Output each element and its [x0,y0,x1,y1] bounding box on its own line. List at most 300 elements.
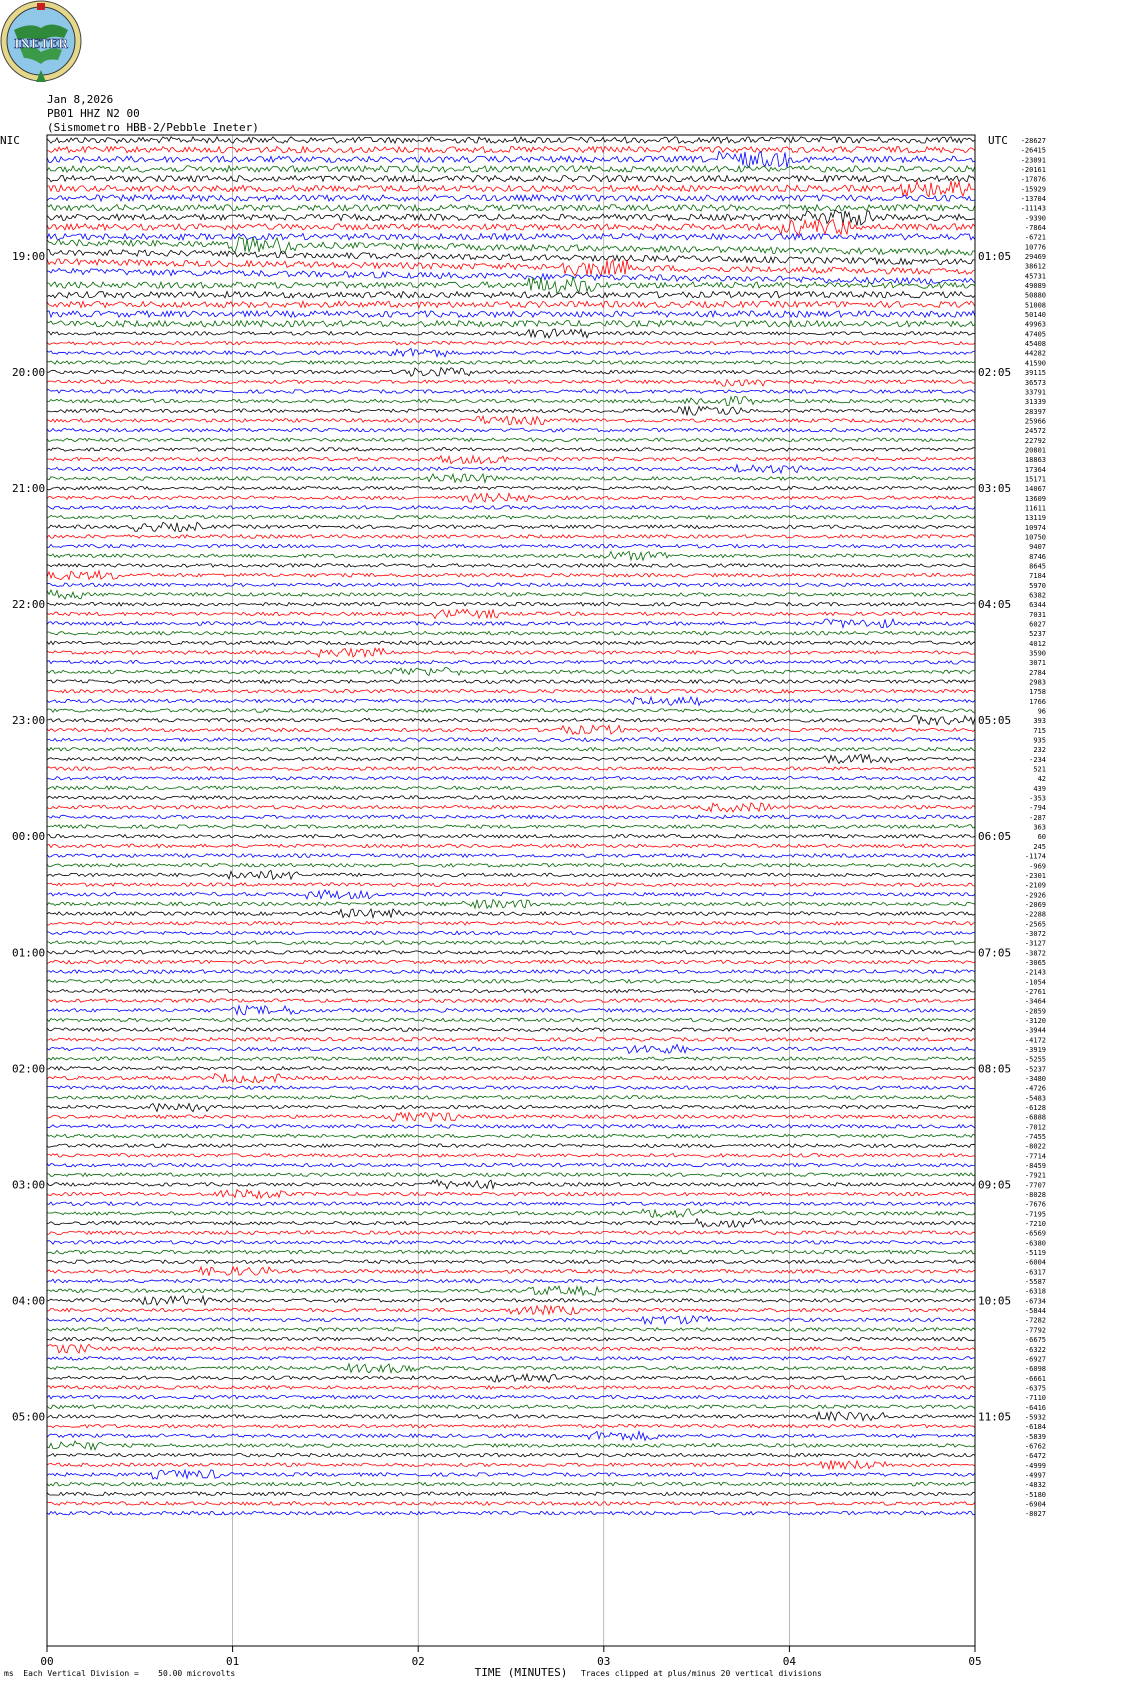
trace-line [47,1125,975,1129]
trace-line [47,1190,975,1199]
trace-line [47,551,975,560]
trace-offset-label: -7282 [1024,1316,1046,1325]
trace-offset-label: -3872 [1024,949,1046,958]
trace-line [47,448,975,452]
trace-line [47,535,975,539]
trace-offset-label: 50880 [1024,291,1046,300]
trace-line [47,870,975,879]
trace-line [47,1337,975,1341]
trace-line [47,1057,975,1061]
trace-line [47,1231,975,1235]
right-hour-label: 07:05 [978,946,1012,960]
trace-offset-label: -6004 [1024,1258,1046,1267]
trace-line [47,1441,975,1450]
left-hour-label: 04:00 [12,1294,46,1308]
trace-offset-label: -6675 [1024,1336,1046,1345]
trace-offset-label: 17364 [1024,465,1046,474]
trace-offset-label: 41590 [1024,359,1046,368]
trace-offset-label: 232 [1033,746,1046,755]
trace-line [47,205,975,211]
trace-offset-label: -17876 [1020,175,1046,184]
trace-line [47,941,975,945]
trace-offset-label: -6318 [1024,1287,1046,1296]
trace-offset-label: -969 [1029,862,1046,871]
trace-line [47,321,975,327]
trace-line [47,883,975,887]
trace-line [47,980,975,984]
trace-offset-label: 33791 [1024,388,1046,397]
trace-line [47,815,975,819]
left-hour-label: 23:00 [12,714,46,728]
trace-line [47,747,975,751]
trace-line [47,311,975,317]
trace-line [47,803,975,812]
trace-line [47,1296,975,1305]
right-hour-label: 01:05 [978,250,1012,264]
trace-line [47,397,975,406]
trace-line [47,1241,975,1245]
trace-offset-label: 60 [1037,833,1046,842]
trace-offset-label: 363 [1033,823,1046,832]
trace-line [47,631,975,635]
trace-line [47,931,975,935]
trace-line [47,754,975,763]
trace-offset-label: -28627 [1020,137,1046,145]
trace-offset-label: 49089 [1024,282,1046,291]
trace-line [47,522,975,531]
trace-line [47,999,975,1003]
trace-line [47,1250,975,1254]
trace-line [47,544,975,548]
trace-offset-label: -2069 [1024,900,1046,909]
trace-line [47,641,975,645]
trace-offset-label: -1174 [1024,852,1046,861]
trace-offset-label: -3065 [1024,958,1046,967]
trace-line [47,571,975,580]
right-hour-label: 09:05 [978,1178,1012,1192]
trace-line [47,825,975,829]
trace-offset-label: 935 [1033,736,1046,745]
trace-offset-label: -5844 [1024,1307,1046,1316]
trace-line [47,1006,975,1015]
trace-offset-label: 10974 [1024,523,1046,532]
trace-offset-label: -7012 [1024,1123,1046,1132]
trace-line [47,361,975,365]
trace-line [47,1103,975,1111]
trace-line [47,259,975,276]
x-axis-label: TIME (MINUTES) [474,1666,568,1679]
trace-line [47,1074,975,1083]
trace-offset-label: 393 [1033,717,1046,726]
trace-offset-label: -5839 [1024,1432,1046,1441]
trace-line [47,776,975,780]
trace-line [47,1260,975,1264]
trace-line [47,438,975,442]
trace-line [47,668,975,676]
trace-line [47,237,975,255]
x-tick-label: 02 [411,1655,425,1668]
trace-line [47,609,975,618]
trace-line [47,890,975,899]
trace-offset-label: -6904 [1024,1500,1046,1509]
trace-offset-label: -6375 [1024,1384,1046,1393]
left-hour-label: 02:00 [12,1062,46,1076]
trace-offset-label: -7110 [1024,1394,1046,1403]
trace-line [47,166,975,172]
trace-offset-label: 39115 [1024,369,1046,378]
trace-line [47,619,975,628]
trace-line [47,602,975,606]
trace-offset-label: -6721 [1024,233,1046,242]
trace-line [47,380,975,387]
trace-line [47,486,975,490]
trace-line [47,515,975,519]
trace-line [47,277,975,294]
trace-offset-label: -11143 [1020,204,1046,213]
trace-offset-label: -7707 [1024,1181,1046,1190]
trace-line [47,922,975,926]
trace-line [47,292,975,298]
trace-offset-label: -5932 [1024,1413,1046,1422]
trace-offset-label: 45408 [1024,340,1046,349]
trace-line [47,1209,975,1217]
trace-line [47,341,975,345]
trace-line [47,348,975,357]
trace-line [47,1163,975,1167]
trace-offset-label: -6380 [1024,1239,1046,1248]
trace-offset-label: 7184 [1029,572,1046,581]
trace-line [47,1316,975,1324]
trace-offset-label: 31339 [1024,398,1046,407]
x-tick-label: 04 [782,1655,797,1668]
trace-line [47,590,975,599]
trace-line [47,583,975,587]
trace-line [47,1357,975,1361]
trace-line [47,1018,975,1022]
trace-offset-label: -4726 [1024,1084,1046,1093]
trace-line [47,844,975,848]
trace-line [47,864,975,868]
trace-line [47,1096,975,1100]
trace-offset-label: -6888 [1024,1113,1046,1122]
trace-line [47,709,975,713]
trace-offset-label: 18863 [1024,456,1046,465]
trace-offset-label: 13119 [1024,514,1046,523]
trace-offset-label: -5180 [1024,1490,1046,1499]
trace-line [47,1482,975,1486]
trace-offset-label: -5255 [1024,1055,1046,1064]
trace-line [47,210,975,225]
trace-offset-label: 11611 [1024,504,1046,513]
trace-offset-label: 51008 [1024,301,1046,310]
trace-offset-label: 8645 [1029,562,1046,571]
trace-offset-label: -5587 [1024,1278,1046,1287]
trace-offset-label: -1054 [1024,978,1046,987]
trace-line [47,181,975,197]
left-hour-label: 00:00 [12,830,46,844]
trace-offset-label: 96 [1037,707,1046,716]
trace-offset-label: -13704 [1020,195,1046,204]
trace-line [47,1405,975,1409]
trace-offset-label: 42 [1037,775,1046,784]
trace-line [47,234,975,240]
trace-offset-label: -6762 [1024,1442,1046,1451]
trace-offset-label: -3127 [1024,939,1046,948]
trace-line [47,390,975,394]
trace-offset-label: 715 [1033,726,1046,735]
trace-offset-label: -3120 [1024,1016,1046,1025]
trace-line [47,951,975,955]
trace-line [47,1453,975,1457]
trace-line [47,1344,975,1353]
trace-line [47,1038,975,1042]
trace-line [47,428,975,432]
trace-offset-label: -8028 [1024,1191,1046,1200]
right-hour-label: 08:05 [978,1062,1012,1076]
trace-offset-label: -7714 [1024,1152,1046,1161]
trace-line [47,1067,975,1071]
trace-offset-label: 4012 [1029,639,1046,648]
trace-line [47,269,975,284]
trace-line [47,368,975,377]
trace-offset-label: 2983 [1029,678,1046,687]
trace-offset-label: 36573 [1024,378,1046,387]
trace-offset-label: -5119 [1024,1249,1046,1258]
left-hour-label: 20:00 [12,366,46,380]
trace-offset-label: -6128 [1024,1104,1046,1112]
trace-offset-label: -794 [1029,804,1046,813]
trace-offset-label: -7921 [1024,1171,1046,1180]
trace-line [47,909,975,918]
trace-line [47,1202,975,1206]
trace-line [47,1364,975,1373]
trace-offset-label: -8459 [1024,1162,1046,1171]
trace-offset-label: -9390 [1024,214,1046,223]
header-station: PB01 HHZ N2 00 [47,107,140,120]
small-mark: ms [4,1669,14,1678]
trace-line [47,456,975,464]
trace-line [47,1502,975,1506]
trace-line [47,1180,975,1189]
trace-offset-label: -3464 [1024,997,1046,1006]
trace-offset-label: -2109 [1024,881,1046,890]
trace-offset-label: -7864 [1024,224,1046,233]
trace-line [47,660,975,664]
trace-offset-label: -6569 [1024,1229,1046,1238]
x-tick-label: 01 [225,1655,240,1668]
trace-line [47,786,975,790]
trace-offset-label: 439 [1033,784,1046,793]
x-axis-ticks [40,1646,981,1668]
trace-offset-label: -2143 [1024,968,1046,977]
trace-offset-label: -6317 [1024,1268,1046,1277]
trace-line [47,725,975,734]
trace-offset-label: -6661 [1024,1374,1046,1383]
trace-offset-label: -15929 [1020,185,1046,194]
trace-line [47,176,975,182]
trace-line [47,1395,975,1399]
trace-offset-label: 38612 [1024,262,1046,271]
trace-offset-label: 49963 [1024,320,1046,329]
trace-line [47,329,975,338]
scale-note-text: Each Vertical Division = 50.00 microvolts [23,1669,236,1678]
left-hour-label: 03:00 [12,1178,46,1192]
left-hour-label: 21:00 [12,482,46,496]
x-tick-label: 05 [968,1655,982,1668]
trace-line [47,1306,975,1315]
trace-line [47,697,975,706]
left-hour-label: 19:00 [12,250,46,264]
trace-offset-label: 6027 [1029,620,1046,629]
trace-line [47,1173,975,1177]
trace-offset-label: -3480 [1024,1074,1046,1083]
trace-offset-label: -8027 [1024,1510,1046,1519]
trace-offset-label: 24572 [1024,427,1046,436]
trace-offset-label: -5483 [1024,1094,1046,1103]
trace-offset-label: -7676 [1024,1200,1046,1209]
trace-line [47,1028,975,1032]
trace-offset-label: 5237 [1029,630,1046,639]
trace-line [47,854,975,858]
trace-offset-label: -4997 [1024,1471,1046,1480]
trace-offset-label: 7031 [1029,610,1046,619]
trace-offset-label: -3944 [1024,1026,1046,1035]
trace-line [47,151,975,167]
trace-offset-label: -234 [1029,755,1046,764]
trace-line [47,1218,975,1227]
trace-offset-label: 29469 [1024,253,1046,262]
trace-line [47,738,975,742]
trace-line [47,648,975,657]
seismic-traces [47,137,975,1515]
left-hour-label: 22:00 [12,598,46,612]
trace-offset-label: 1758 [1029,688,1046,697]
trace-offset-label: -353 [1029,794,1046,803]
logo-text: INETER [14,37,68,51]
trace-offset-label: 14067 [1024,485,1046,494]
right-axis-title: UTC [988,134,1008,147]
trace-line [47,249,975,264]
trace-offset-label: 50140 [1024,311,1046,320]
trace-line [47,1511,975,1515]
trace-line [47,796,975,800]
trace-offset-label: 6382 [1029,591,1046,600]
left-hour-label: 01:00 [12,946,46,960]
trace-line [47,1286,975,1295]
trace-offset-label: 28397 [1024,407,1046,416]
trace-offset-label: -2926 [1024,891,1046,900]
right-hour-labels [978,250,1011,1423]
trace-line [47,689,975,693]
trace-line [47,680,975,684]
trace-offset-label: 15171 [1024,475,1046,484]
trace-line [47,1112,975,1121]
trace-offset-label: -6927 [1024,1355,1046,1364]
trace-offset-labels [1021,137,1046,1518]
trace-line [47,960,975,964]
trace-offset-label: 10776 [1024,243,1046,252]
trace-offset-label: -4172 [1024,1036,1046,1045]
trace-line [47,1374,975,1382]
scale-note [4,1669,235,1678]
trace-line [47,147,975,153]
time-gridlines [233,135,790,1646]
trace-line [47,1154,975,1158]
trace-offset-label: -2859 [1024,1007,1046,1016]
trace-offset-label: 3071 [1029,659,1046,668]
trace-offset-label: 45731 [1024,272,1046,281]
trace-line [47,1492,975,1496]
clip-note: Traces clipped at plus/minus 20 vertical divisions [581,1669,822,1678]
trace-line [47,1267,975,1276]
trace-line [47,1386,975,1390]
trace-line [47,506,975,510]
trace-offset-label: 22792 [1024,436,1046,445]
trace-offset-label: 521 [1033,765,1046,774]
right-hour-label: 11:05 [978,1410,1012,1424]
trace-line [47,1086,975,1090]
trace-line [47,834,975,838]
trace-offset-label: 20801 [1024,446,1046,455]
trace-offset-label: 5970 [1029,581,1046,590]
x-tick-label: 03 [597,1655,611,1668]
trace-offset-label: -4832 [1024,1481,1046,1490]
trace-offset-label: 25966 [1024,417,1046,426]
header-instrument: (Sismometro HBB-2/Pebble Ineter) [47,121,259,134]
x-tick-label: 00 [40,1655,54,1668]
right-hour-label: 03:05 [978,482,1012,496]
right-hour-label: 02:05 [978,366,1012,380]
trace-offset-label: -3919 [1024,1045,1046,1054]
trace-line [47,1044,975,1053]
trace-offset-label: -20161 [1020,166,1046,175]
trace-offset-label: -7210 [1024,1220,1046,1229]
trace-offset-label: 2784 [1029,668,1046,677]
trace-offset-label: -8022 [1024,1142,1046,1151]
trace-line [47,301,975,307]
left-hour-label: 05:00 [12,1410,46,1424]
trace-line [47,137,975,143]
left-axis-title: NIC [0,134,20,147]
trace-offset-label: -7195 [1024,1210,1046,1219]
trace-line [47,416,975,425]
trace-line [47,970,975,974]
trace-offset-label: -4999 [1024,1461,1046,1470]
trace-line [47,195,975,201]
trace-line [47,1328,975,1332]
trace-offset-label: -5237 [1024,1065,1046,1074]
header-date: Jan 8,2026 [47,93,114,106]
trace-line [47,900,975,909]
trace-offset-label: -2288 [1024,910,1046,919]
trace-offset-label: -6416 [1024,1403,1046,1412]
right-hour-label: 10:05 [978,1294,1012,1308]
trace-offset-label: -6184 [1024,1423,1046,1432]
trace-line [47,767,975,771]
trace-line [47,220,975,236]
trace-offset-label: -23091 [1020,156,1046,165]
trace-offset-label: 9407 [1029,543,1046,552]
left-hour-labels [12,250,45,1423]
trace-offset-label: -2301 [1024,871,1046,880]
trace-offset-label: 44282 [1024,349,1046,358]
trace-offset-label: 8746 [1029,552,1046,561]
trace-offset-label: -6734 [1024,1297,1046,1306]
trace-offset-label: -26415 [1020,146,1046,155]
trace-offset-label: 1766 [1029,697,1046,706]
right-hour-label: 05:05 [978,714,1012,728]
trace-offset-label: 3590 [1029,649,1046,658]
